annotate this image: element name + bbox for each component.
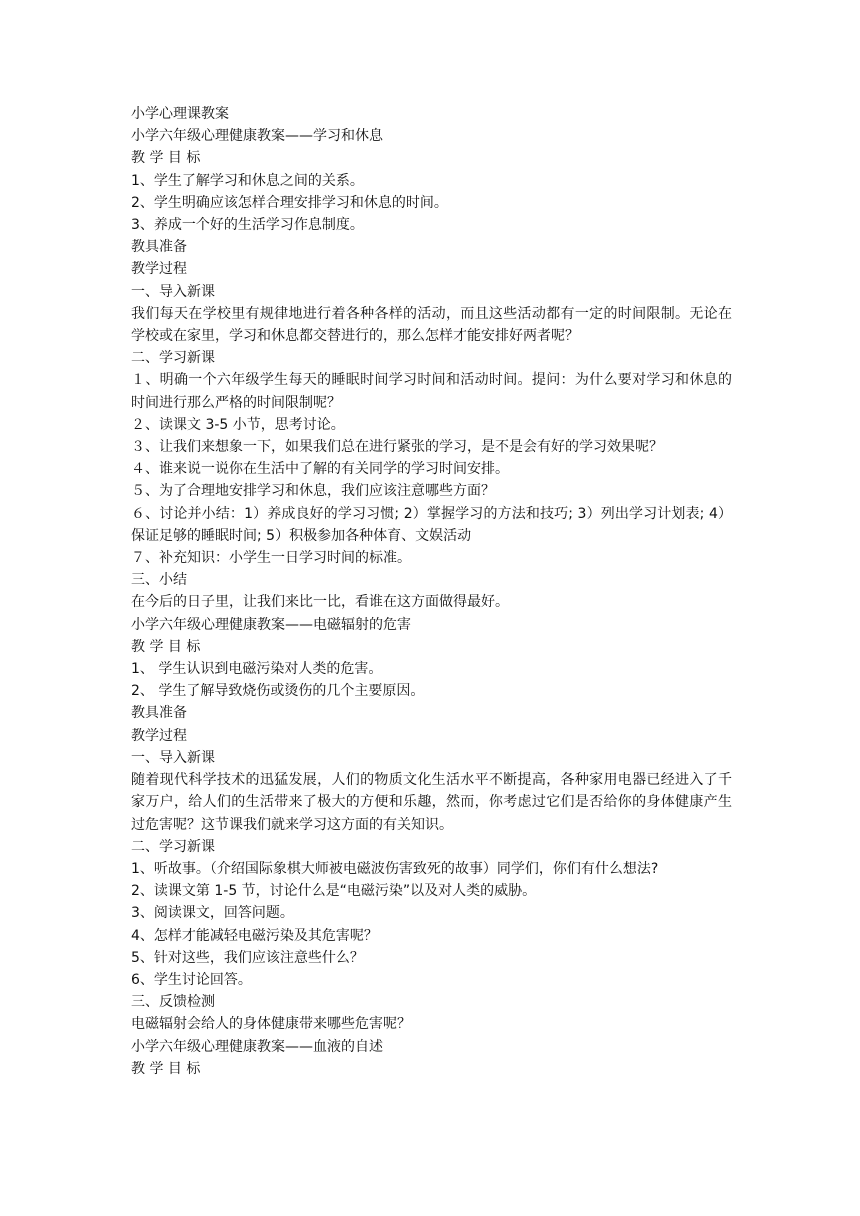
lesson2-step-6: 6、学生讨论回答。 — [131, 971, 252, 988]
lesson1-goal-heading: 教 学 目 标 — [131, 150, 201, 167]
lesson1-intro-heading: 一、导入新课 — [131, 283, 215, 300]
lesson1-step-5: ５、为了合理地安排学习和休息，我们应该注意哪些方面？ — [131, 483, 495, 500]
lesson2-step-3: 3、阅读课文，回答问题。 — [131, 905, 294, 922]
lesson3-goal-heading: 教 学 目 标 — [131, 1060, 201, 1077]
lesson1-goal-1: 1、学生了解学习和休息之间的关系。 — [131, 172, 364, 189]
lesson2-step-2: 2、读课文第 1-5 节，讨论什么是“电磁污染”以及对人类的威胁。 — [131, 883, 537, 900]
lesson3-title: 小学六年级心理健康教案——血液的自述 — [131, 1038, 383, 1055]
lesson2-intro-text: 随着现代科学技术的迅猛发展，人们的物质文化生活水平不断提高，各种家用电器已经进入了千家万户，给人们的生活带来了极大的方便和乐趣，然而，你考虑过它们是否给你的身体健康产生过危害呢？这节课我们就来学习这方面的有关知识。 — [131, 772, 732, 833]
lesson1-prep-heading: 教具准备 — [131, 239, 187, 256]
lesson1-summary-text: 在今后的日子里，让我们来比一比，看谁在这方面做得最好。 — [131, 594, 509, 611]
lesson2-feedback-heading: 三、反馈检测 — [131, 994, 215, 1011]
lesson1-step-4: ４、谁来说一说你在生活中了解的有关同学的学习时间安排。 — [131, 461, 509, 478]
lesson1-step-1: １、明确一个六年级学生每天的睡眠时间学习时间和活动时间。提问：为什么要对学习和休息的时间进行那么严格的时间限制呢？ — [131, 372, 732, 411]
lesson2-step-5: 5、针对这些，我们应该注意些什么？ — [131, 949, 364, 966]
lesson1-step-7: ７、补充知识：小学生一日学习时间的标准。 — [131, 550, 411, 567]
lesson2-goal-2: 2、 学生了解导致烧伤或烫伤的几个主要原因。 — [131, 683, 425, 700]
lesson2-feedback-text: 电磁辐射会给人的身体健康带来哪些危害呢？ — [131, 1016, 411, 1033]
lesson2-process-heading: 教学过程 — [131, 727, 187, 744]
lesson2-goal-heading: 教 学 目 标 — [131, 638, 201, 655]
lesson2-title: 小学六年级心理健康教案——电磁辐射的危害 — [131, 616, 411, 633]
lesson2-prep-heading: 教具准备 — [131, 705, 187, 722]
lesson2-step-1: 1、听故事。（介绍国际象棋大师被电磁波伤害致死的故事）同学们，你们有什么想法? — [131, 860, 659, 877]
lesson1-step-3: ３、让我们来想象一下，如果我们总在进行紧张的学习，是不是会有好的学习效果呢？ — [131, 439, 663, 456]
lesson1-goal-3: 3、养成一个好的生活学习作息制度。 — [131, 217, 364, 234]
lesson2-goal-1: 1、 学生认识到电磁污染对人类的危害。 — [131, 661, 383, 678]
lesson1-title: 小学六年级心理健康教案——学习和休息 — [131, 128, 383, 145]
lesson1-step-6: ６、讨论并小结：1）养成良好的学习习惯; 2）掌握学习的方法和技巧; 3）列出学习计划表; 4）保证足够的睡眠时间; 5）积极参加各种体育、文娱活动 — [131, 505, 732, 544]
lesson2-step-4: 4、怎样才能减轻电磁污染及其危害呢？ — [131, 927, 378, 944]
lesson2-intro-heading: 一、导入新课 — [131, 749, 215, 766]
lesson1-process-heading: 教学过程 — [131, 261, 187, 278]
lesson1-intro-text: 我们每天在学校里有规律地进行着各种各样的活动，而且这些活动都有一定的时间限制。无论在学校或在家里，学习和休息都交替进行的，那么怎样才能安排好两者呢？ — [131, 305, 732, 345]
lesson2-new-heading: 二、学习新课 — [131, 838, 215, 855]
document-title: 小学心理课教案 — [131, 106, 229, 122]
lesson1-goal-2: 2、学生明确应该怎样合理安排学习和休息的时间。 — [131, 194, 448, 211]
lesson1-new-heading: 二、学习新课 — [131, 350, 215, 367]
lesson1-step-2: ２、读课文 3-5 小节，思考讨论。 — [131, 416, 345, 433]
lesson1-summary-heading: 三、小结 — [131, 572, 187, 589]
